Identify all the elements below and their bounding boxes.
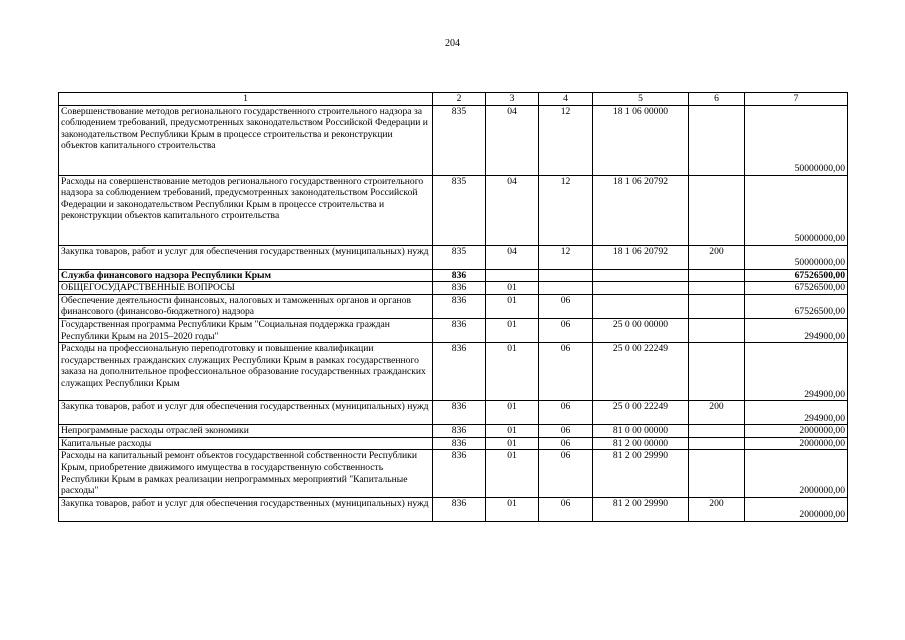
row-name-cell: ОБЩЕГОСУДАРСТВЕННЫЕ ВОПРОСЫ [59,282,433,295]
admin-code-cell: 836 [433,294,486,318]
admin-code-cell: 836 [433,497,486,521]
section-cell: 04 [486,105,539,175]
target-article-cell: 81 2 00 29990 [593,450,689,497]
subsection-cell: 06 [539,450,593,497]
expense-type-cell [689,282,745,295]
target-article-cell: 25 0 00 22249 [593,343,689,401]
section-cell: 01 [486,282,539,295]
admin-code-cell: 836 [433,269,486,282]
row-name-cell: Закупка товаров, работ и услуг для обеспечения государственных (муниципальных) нужд [59,497,433,521]
subsection-cell: 06 [539,294,593,318]
subsection-cell: 12 [539,175,593,245]
table-row [59,245,848,269]
expense-type-cell: 200 [689,401,745,425]
target-article-cell: 18 1 06 00000 [593,105,689,175]
column-header: 1 [59,93,433,106]
amount-cell: 50000000,00 [745,175,848,245]
expense-type-cell: 200 [689,245,745,269]
target-article-cell: 25 0 00 22249 [593,401,689,425]
expense-type-cell [689,175,745,245]
row-name-cell: Обеспечение деятельности финансовых, налоговых и таможенных органов и органов финансового (финансово-бюджетного) надзора [59,294,433,318]
section-cell: 01 [486,318,539,342]
expense-type-cell [689,294,745,318]
section-cell: 01 [486,343,539,401]
admin-code-cell: 836 [433,343,486,401]
target-article-cell: 81 2 00 29990 [593,497,689,521]
target-article-cell [593,269,689,282]
admin-code-cell: 836 [433,425,486,438]
target-article-cell: 81 0 00 00000 [593,425,689,438]
column-header: 5 [593,93,689,106]
column-header: 6 [689,93,745,106]
expense-type-cell [689,105,745,175]
admin-code-cell: 836 [433,282,486,295]
table-row [59,282,848,295]
admin-code-cell: 835 [433,175,486,245]
amount-cell: 2000000,00 [745,450,848,497]
amount-cell: 67526500,00 [745,269,848,282]
section-cell: 01 [486,401,539,425]
row-name-cell: Закупка товаров, работ и услуг для обеспечения государственных (муниципальных) нужд [59,245,433,269]
column-header: 3 [486,93,539,106]
table-row [59,450,848,497]
admin-code-cell: 836 [433,318,486,342]
section-cell: 01 [486,425,539,438]
admin-code-cell: 835 [433,245,486,269]
row-name-cell: Расходы на капитальный ремонт объектов государственной собственности Республики Крым, приобретение движимого имущества в государственную собственность Республики Крым в рамках реализации непрограммных мероприятий "Капитальные расходы" [59,450,433,497]
table-row [59,318,848,342]
section-cell: 04 [486,245,539,269]
table-row [59,175,848,245]
row-name-cell: Расходы на совершенствование методов регионального государственного строительного надзора за соблюдением требований, предусмотренных законодательством Российской Федерации и законодательством Республики Крым в процессе строительства и реконструкции объектов капитального строительства [59,175,433,245]
admin-code-cell: 836 [433,437,486,450]
subsection-cell: 12 [539,245,593,269]
budget-table [58,92,848,522]
column-header: 7 [745,93,848,106]
row-name-cell: Закупка товаров, работ и услуг для обеспечения государственных (муниципальных) нужд [59,401,433,425]
admin-code-cell: 835 [433,105,486,175]
page-number: 204 [445,38,460,49]
target-article-cell: 18 1 06 20792 [593,175,689,245]
subsection-cell: 06 [539,497,593,521]
table-row [59,497,848,521]
amount-cell: 294900,00 [745,401,848,425]
table-row [59,425,848,438]
amount-cell: 67526500,00 [745,282,848,295]
table-row [59,343,848,401]
expense-type-cell [689,425,745,438]
subsection-cell: 06 [539,401,593,425]
column-header: 2 [433,93,486,106]
amount-cell: 294900,00 [745,318,848,342]
amount-cell: 2000000,00 [745,425,848,438]
section-cell: 04 [486,175,539,245]
section-cell: 01 [486,497,539,521]
table-row [59,269,848,282]
subsection-cell: 06 [539,318,593,342]
row-name-cell: Непрограммные расходы отраслей экономики [59,425,433,438]
amount-cell: 67526500,00 [745,294,848,318]
table-header-row [59,93,848,106]
expense-type-cell [689,450,745,497]
row-name-cell: Капитальные расходы [59,437,433,450]
section-cell: 01 [486,450,539,497]
column-header: 4 [539,93,593,106]
table-row [59,437,848,450]
amount-cell: 50000000,00 [745,105,848,175]
subsection-cell: 06 [539,343,593,401]
subsection-cell [539,269,593,282]
section-cell: 01 [486,437,539,450]
expense-type-cell [689,318,745,342]
target-article-cell: 18 1 06 20792 [593,245,689,269]
target-article-cell [593,294,689,318]
expense-type-cell [689,269,745,282]
row-name-cell: Служба финансового надзора Республики Крым [59,269,433,282]
subsection-cell [539,282,593,295]
subsection-cell: 12 [539,105,593,175]
admin-code-cell: 836 [433,401,486,425]
row-name-cell: Совершенствование методов регионального государственного строительного надзора за соблюдением требований, предусмотренных законодательством Российской Федерации и законодательством Республики Крым в процессе строительства и реконструкции объектов капитального строительства [59,105,433,175]
section-cell: 01 [486,294,539,318]
subsection-cell: 06 [539,437,593,450]
table-row [59,401,848,425]
amount-cell: 2000000,00 [745,497,848,521]
expense-type-cell [689,343,745,401]
table-row [59,105,848,175]
expense-type-cell [689,437,745,450]
section-cell [486,269,539,282]
row-name-cell: Расходы на профессиональную переподготовку и повышение квалификации государственных гражданских служащих Республики Крым в рамках государственного заказа на дополнительное профессиональное образование государственных гражданских служащих Республики Крым [59,343,433,401]
subsection-cell: 06 [539,425,593,438]
row-name-cell: Государственная программа Республики Крым "Социальная поддержка граждан Республики Крым на 2015–2020 годы" [59,318,433,342]
expense-type-cell: 200 [689,497,745,521]
amount-cell: 50000000,00 [745,245,848,269]
table-row [59,294,848,318]
amount-cell: 294900,00 [745,343,848,401]
target-article-cell: 25 0 00 00000 [593,318,689,342]
target-article-cell: 81 2 00 00000 [593,437,689,450]
target-article-cell [593,282,689,295]
amount-cell: 2000000,00 [745,437,848,450]
admin-code-cell: 836 [433,450,486,497]
